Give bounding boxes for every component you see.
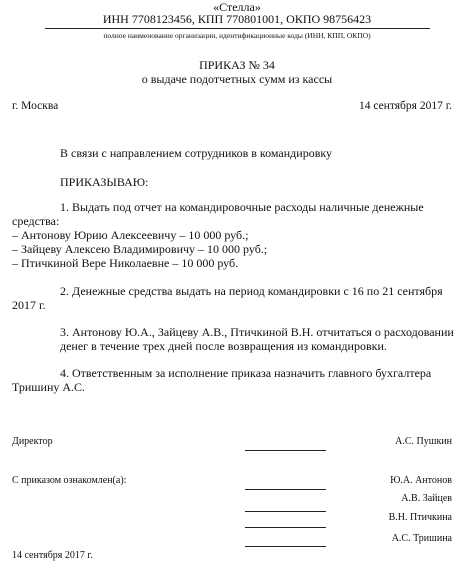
signature-line-4 xyxy=(245,546,326,547)
item3-line2: денег в течение трех дней после возвращения из командировки. xyxy=(60,339,387,353)
item1-line1: 1. Выдать под отчет на командировочные расходы наличные денежные xyxy=(60,200,424,214)
order-word: ПРИКАЗЫВАЮ: xyxy=(60,175,149,189)
item4-line1: 4. Ответственным за исполнение приказа назначить главного бухгалтера xyxy=(60,366,432,380)
acquainted-name-3: В.Н. Птичкина xyxy=(388,512,452,523)
acquainted-name-1: Ю.А. Антонов xyxy=(390,475,452,486)
order-title: ПРИКАЗ № 34 xyxy=(199,58,275,72)
director-label: Директор xyxy=(12,436,53,447)
item3-line1: 3. Антонову Ю.А., Зайцеву А.В., Птичкиной В.Н. отчитаться о расходовании xyxy=(60,325,454,339)
intro-text: В связи с направлением сотрудников в командировку xyxy=(60,146,333,160)
recipient-1: – Антонову Юрию Алексеевичу – 10 000 руб.; xyxy=(12,228,249,242)
recipient-3: – Птичкиной Вере Николаевне – 10 000 руб. xyxy=(12,256,239,270)
acquainted-name-2: А.В. Зайцев xyxy=(401,493,452,504)
footer-date: 14 сентября 2017 г. xyxy=(12,550,93,561)
acquainted-name-4: А.С. Тришина xyxy=(391,533,452,544)
order-subject: о выдаче подотчетных сумм из кассы xyxy=(141,72,333,86)
acquainted-label: С приказом ознакомлен(а): xyxy=(12,475,127,486)
item2-line1: 2. Денежные средства выдать на период командировки с 16 по 21 сентября xyxy=(60,284,443,298)
signature-line-2 xyxy=(245,511,326,512)
recipient-2: – Зайцеву Алексею Владимировичу – 10 000 руб.; xyxy=(12,242,268,256)
order-place: г. Москва xyxy=(12,100,59,112)
item2-line2: 2017 г. xyxy=(12,298,46,312)
header-rule xyxy=(45,28,430,29)
item4-line2: Тришину А.С. xyxy=(12,380,86,394)
organization-codes: ИНН 7708123456, КПП 770801001, ОКПО 98756423 xyxy=(102,12,372,26)
organization-name: «Стелла» xyxy=(213,0,261,14)
item1-line2: средства: xyxy=(12,214,60,228)
director-name: А.С. Пушкин xyxy=(395,436,452,447)
signature-line-1 xyxy=(245,489,326,490)
header-caption: полное наименование организации, идентификационные коды (ИНН, КПП, ОКПО) xyxy=(103,31,371,40)
director-signature-line xyxy=(245,450,326,451)
signature-line-3 xyxy=(245,527,326,528)
order-date: 14 сентября 2017 г. xyxy=(359,100,452,112)
